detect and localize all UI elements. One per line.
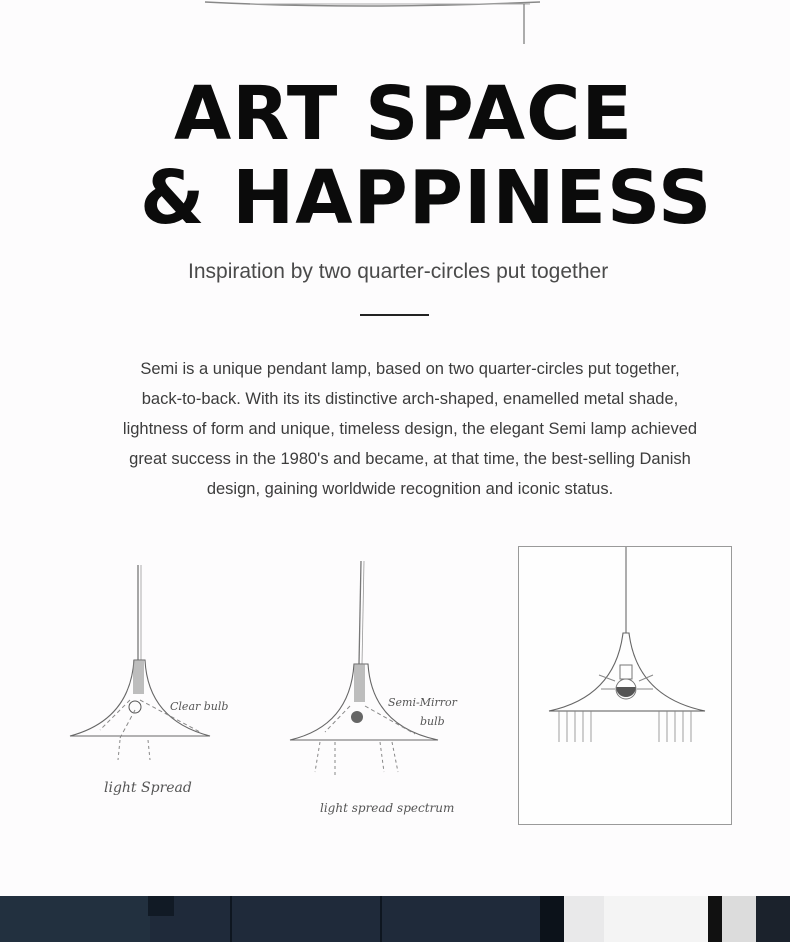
description-line: back-to-back. With its its distinctive arch-shaped, enamelled metal shade,: [141, 390, 679, 408]
technical-lamp-drawing: [519, 547, 731, 824]
description-line: lightness of form and unique, timeless design, the elegant Semi lamp achieved: [122, 420, 698, 438]
bottom-photo-strip: [0, 896, 790, 942]
description: [70, 354, 750, 504]
sketch-clear-bulb: [60, 560, 260, 820]
description-line: great success in the 1980's and became, at that time, the best-selling Danish: [129, 450, 691, 468]
divider: [360, 314, 429, 316]
subtitle: Inspiration by two quarter-circles put together: [188, 260, 609, 283]
bulb-label: bulb: [420, 715, 445, 728]
sketch-semi-mirror-bulb: [280, 556, 480, 826]
clear-bulb-label: Clear bulb: [170, 700, 229, 713]
description-line: Semi is a unique pendant lamp, based on two quarter-circles put together,: [140, 360, 680, 378]
semi-mirror-label: Semi-Mirror: [388, 696, 457, 709]
description-line: design, gaining worldwide recognition and iconic status.: [206, 480, 614, 498]
headline-line-1: ART SPACE: [174, 71, 634, 157]
framed-lamp-drawing: [518, 546, 732, 825]
light-spread-label: light Spread: [104, 780, 192, 796]
top-lamp-sketch-fragment: [0, 0, 790, 50]
light-spread-spectrum-label: light spread spectrum: [320, 801, 455, 815]
headline-line-2: & HAPPINESS: [140, 155, 713, 241]
